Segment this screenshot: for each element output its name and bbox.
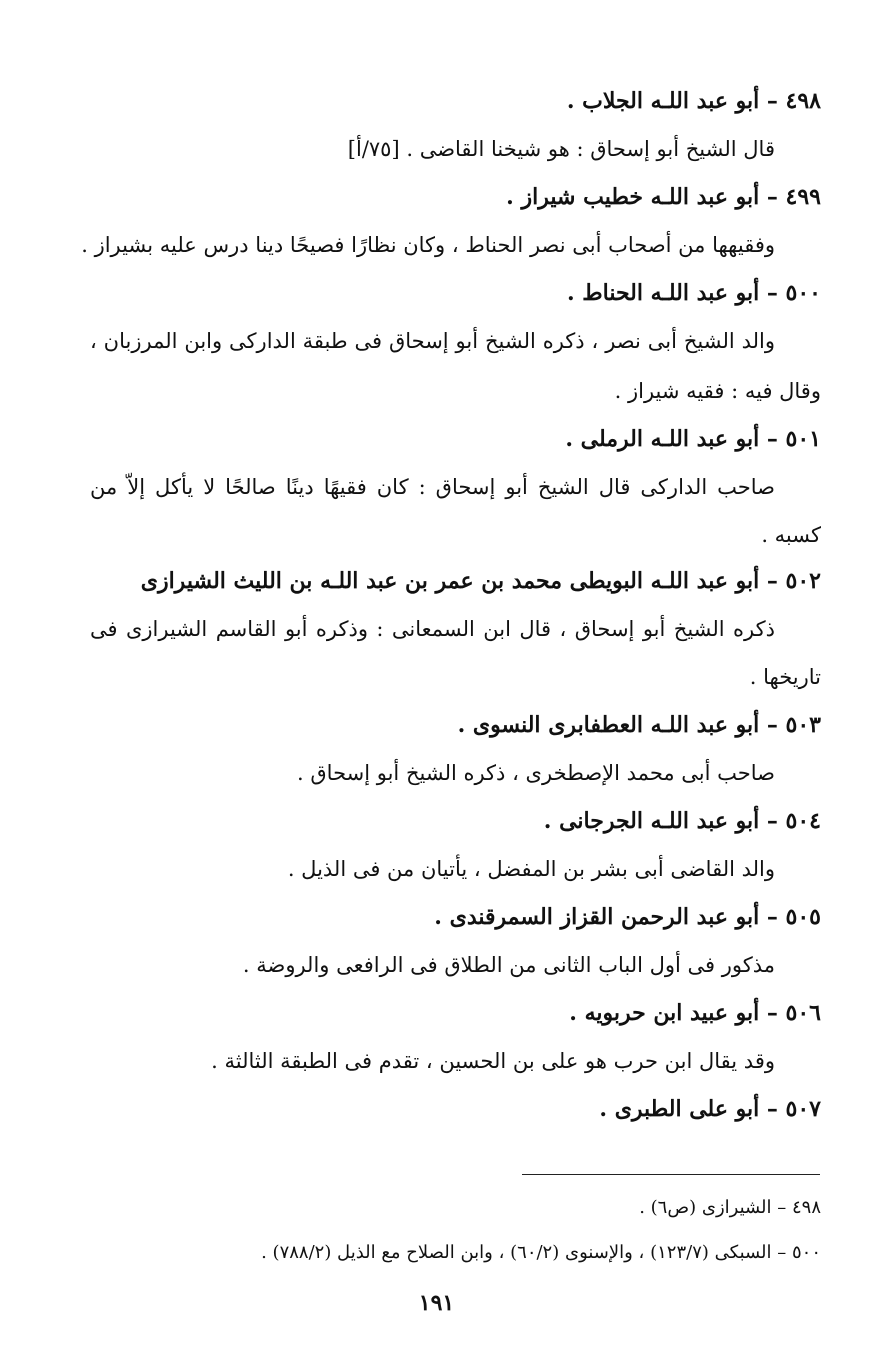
- entry-text-502-line2: تاريخها .: [749, 665, 821, 689]
- entry-text-501-line2: كسبه .: [761, 523, 821, 547]
- entry-heading-498: ٤٩٨ – أبو عبد اللـه الجلاب .: [566, 88, 821, 114]
- entry-text-498: قال الشيخ أبو إسحاق : هو شيخنا القاضى . [٧٥/أ]: [347, 137, 775, 161]
- entry-heading-504: ٥٠٤ – أبو عبد اللـه الجرجانى .: [543, 808, 821, 834]
- entry-heading-506: ٥٠٦ – أبو عبيد ابن حربويه .: [569, 1000, 821, 1026]
- entry-text-500-line1: والد الشيخ أبى نصر ، ذكره الشيخ أبو إسحاق فى طبقة الداركى وابن المرزبان ،: [90, 329, 775, 353]
- entry-text-502-line1: ذكره الشيخ أبو إسحاق ، قال ابن السمعانى : وذكره أبو القاسم الشيرازى فى: [90, 617, 775, 641]
- entry-text-506: وقد يقال ابن حرب هو على بن الحسين ، تقدم فى الطبقة الثالثة .: [211, 1049, 775, 1073]
- entry-heading-501: ٥٠١ – أبو عبد اللـه الرملى .: [565, 426, 821, 452]
- entry-text-499: وفقيهها من أصحاب أبى نصر الحناط ، وكان نظارًا فصيحًا دينا درس عليه بشيراز .: [81, 233, 775, 257]
- entry-heading-499: ٤٩٩ – أبو عبد اللـه خطيب شيراز .: [506, 184, 821, 210]
- entry-heading-502: ٥٠٢ – أبو عبد اللـه البويطى محمد بن عمر بن عبد اللـه بن الليث الشيرازى: [140, 568, 821, 594]
- footnote-498: ٤٩٨ – الشيرازى (ص٦) .: [639, 1197, 821, 1218]
- entry-text-501-line1: صاحب الداركى قال الشيخ أبو إسحاق : كان فقيهًا دينًا صالحًا لا يأكل إلاّ من: [90, 475, 775, 499]
- entry-heading-505: ٥٠٥ – أبو عبد الرحمن القزاز السمرقندى .: [434, 904, 821, 930]
- entry-text-504: والد القاضى أبى بشر بن المفضل ، يأتيان من فى الذيل .: [287, 857, 775, 881]
- entry-heading-500: ٥٠٠ – أبو عبد اللـه الحناط .: [566, 280, 821, 306]
- entry-text-500-line2: وقال فيه : فقيه شيراز .: [614, 379, 821, 403]
- entry-text-503: صاحب أبى محمد الإصطخرى ، ذكره الشيخ أبو إسحاق .: [297, 761, 775, 785]
- footnote-500: ٥٠٠ – السبكى (١٢٣/٧) ، والإسنوى (٦٠/٢) ، وابن الصلاح مع الذيل (٧٨٨/٢) .: [261, 1242, 821, 1263]
- entry-heading-507: ٥٠٧ – أبو على الطبرى .: [599, 1096, 821, 1122]
- page-number: ١٩١: [418, 1290, 455, 1316]
- entry-heading-503: ٥٠٣ – أبو عبد اللـه العطفابرى النسوى .: [457, 712, 821, 738]
- footnote-divider: [522, 1174, 820, 1175]
- entry-text-505: مذكور فى أول الباب الثانى من الطلاق فى الرافعى والروضة .: [242, 953, 775, 977]
